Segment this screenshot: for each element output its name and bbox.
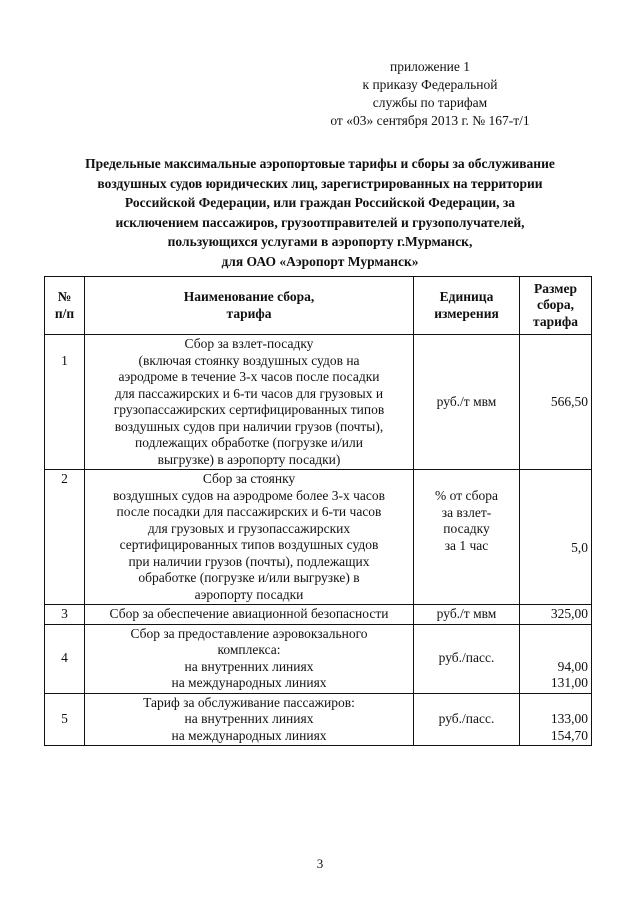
row-size: 325,00: [520, 605, 592, 625]
row-size: 94,00 131,00: [520, 624, 592, 693]
appendix-line: приложение 1: [389, 59, 471, 74]
row-name: Сбор за предоставление аэровокзального комплекса: на внутренних линиях на международных линиях: [85, 624, 414, 693]
title-line: для ОАО «Аэропорт Мурманск»: [221, 253, 419, 269]
row-unit: руб./т мвм: [414, 605, 520, 625]
document-title: [30, 154, 610, 271]
appendix-line: службы по тарифам: [372, 95, 488, 110]
title-line: Предельные максимальные аэропортовые тарифы и сборы за обслуживание: [85, 156, 555, 171]
header-size: Размер сбора, тарифа: [520, 277, 592, 335]
title-line: пользующихся услугами в аэропорту г.Мурманск,: [167, 234, 473, 249]
row-number: 3: [45, 605, 85, 625]
table-header-row: [45, 277, 592, 335]
table-row: [45, 605, 592, 625]
row-unit: руб./пасс.: [414, 624, 520, 693]
row-name: Сбор за обеспечение авиационной безопасности: [85, 605, 414, 625]
row-name: Сбор за стоянку воздушных судов на аэродроме более 3-х часов после посадки для пассажирских и 6-ти часов для грузовых и грузопассажирских сертифицированных типов воздушных судов при наличии грузов (почты), подлежащих обработке (погрузке и/или выгрузке) в аэропорту посадки: [85, 470, 414, 605]
row-size: 566,50: [520, 335, 592, 470]
page-number: 3: [316, 856, 324, 871]
row-unit: руб./пасс.: [414, 693, 520, 746]
row-unit: % от сбора за взлет- посадку за 1 час: [414, 470, 520, 605]
row-name: Тариф за обслуживание пассажиров: на внутренних линиях на международных линиях: [85, 693, 414, 746]
title-line: исключением пассажиров, грузоотправителей и грузополучателей,: [115, 214, 525, 230]
table-row: [45, 335, 592, 470]
title-line: Российской Федерации, или граждан Российской Федерации, за: [124, 195, 516, 210]
row-name: Сбор за взлет-посадку (включая стоянку воздушных судов на аэродроме в течение 3-х часов после посадки для пассажирских и 6-ти часов для грузовых и грузопассажирских сертифицированных типов воздушных судов при наличии грузов (почты), подлежащих обработке (погрузке и/или выгрузке) в аэропорту посадки): [85, 335, 414, 470]
row-number: 4: [45, 624, 85, 693]
title-line: воздушных судов юридических лиц, зарегистрированных на территории: [97, 175, 543, 191]
table-row: [45, 624, 592, 693]
appendix-line: к приказу Федеральной: [362, 77, 498, 92]
tariff-table: [44, 276, 592, 746]
header-num: № п/п: [45, 277, 85, 335]
row-size: 5,0: [520, 470, 592, 605]
appendix-reference: [310, 58, 550, 130]
table-row: [45, 470, 592, 605]
row-size: 133,00 154,70: [520, 693, 592, 746]
table-row: [45, 693, 592, 746]
row-number: 1: [45, 335, 85, 470]
row-unit: руб./т мвм: [414, 335, 520, 470]
header-unit: Единица измерения: [414, 277, 520, 335]
header-name: Наименование сбора, тарифа: [85, 277, 414, 335]
row-number: 5: [45, 693, 85, 746]
appendix-line: от «03» сентября 2013 г. № 167-т/1: [330, 113, 530, 128]
row-number: 2: [45, 470, 85, 605]
